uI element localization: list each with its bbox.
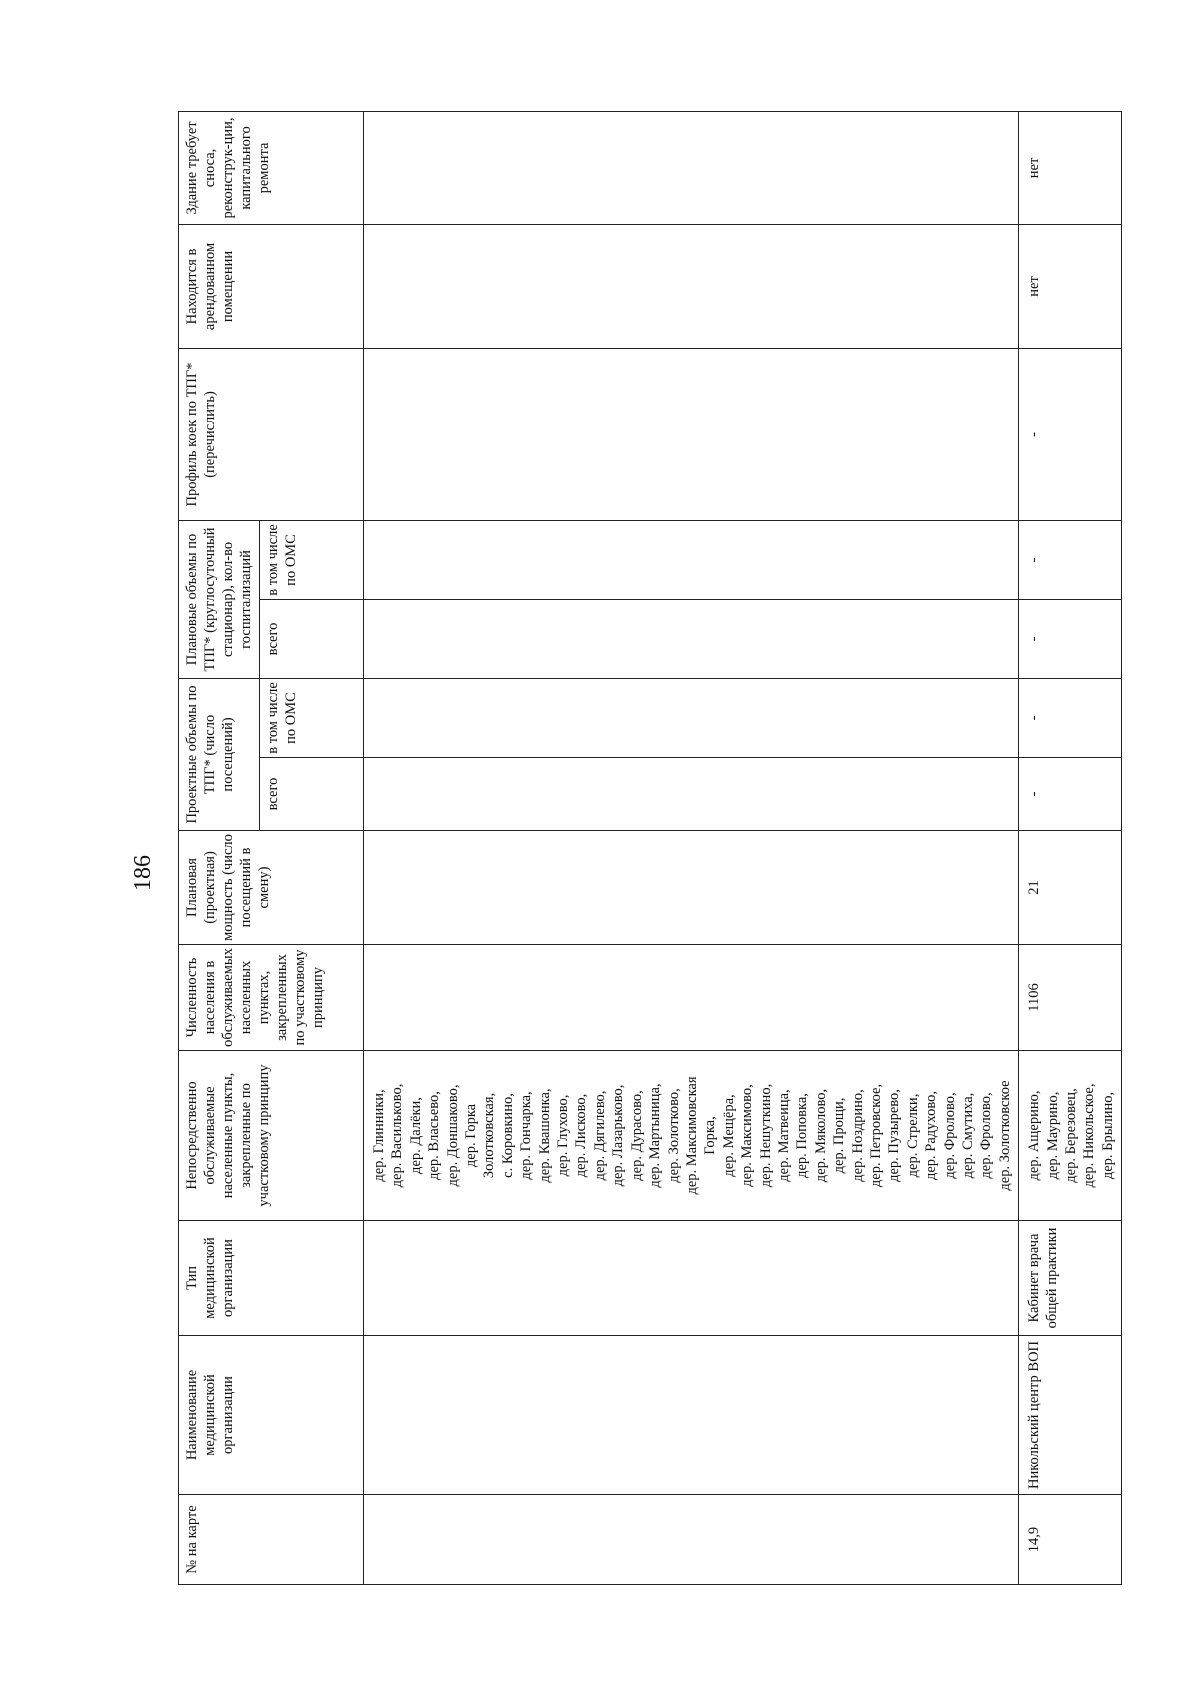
list-item: дер. Лазарьково,	[610, 1084, 627, 1187]
cell-proj-oms	[364, 678, 1019, 757]
list-item: дер. Ащерино,	[1026, 1090, 1043, 1181]
cell-org-name	[364, 1336, 1019, 1495]
page-number: 186	[130, 855, 156, 891]
list-item: дер. Брылино,	[1099, 1091, 1116, 1180]
list-item: дер. Поповка,	[794, 1093, 811, 1178]
cell-capacity: 21	[1019, 831, 1122, 945]
cell-proj-total: -	[1019, 758, 1122, 831]
list-item: дер. Никольское,	[1081, 1083, 1098, 1188]
header-planned-volumes: Плановые объемы по ТПГ* (круглосуточный стационар), кол-во госпитализаций	[179, 520, 260, 678]
list-item: дер. Мещёра,	[720, 1094, 737, 1177]
list-item: дер. Фролово,	[978, 1092, 995, 1179]
list-item: Золотковская,	[481, 1092, 498, 1179]
header-needs-repair: Здание требует сноса, реконструк-ции, капитального ремонта	[179, 111, 364, 224]
header-projected-volumes: Проектные объемы по ТПГ* (число посещений)	[179, 678, 260, 830]
list-item: дер. Ноздрино,	[849, 1089, 866, 1182]
cell-needs-repair	[364, 111, 1019, 224]
cell-localities	[364, 1051, 1019, 1221]
list-item: дер. Мартыница,	[647, 1083, 664, 1188]
cell-beds-profile: -	[1019, 348, 1122, 520]
header-proj-oms: в том числе по ОМС	[260, 678, 364, 757]
list-item: дер. Далёки,	[407, 1097, 424, 1174]
cell-map-no	[364, 1495, 1019, 1585]
cell-map-no: 14,9	[1019, 1495, 1122, 1585]
list-item: дер. Васильково,	[389, 1083, 406, 1188]
table-row	[1019, 111, 1122, 1584]
list-item: дер. Нешуткино,	[757, 1083, 774, 1188]
cell-capacity	[364, 831, 1019, 945]
list-item: дер. Радухово,	[923, 1091, 940, 1181]
header-population: Численность населения в обслуживаемых населенных пунктах, закрепленных по участковому принципу	[179, 945, 364, 1051]
list-item: дер. Квашонка,	[536, 1088, 553, 1183]
list-item: дер. Березовец,	[1063, 1088, 1080, 1183]
list-item: дер. Лисково,	[573, 1093, 590, 1178]
header-served-localities: Непосредственно обслуживаемые населенные пункты, закрепленные по участковому принципу	[179, 1051, 364, 1221]
cell-org-type	[364, 1221, 1019, 1336]
header-map-no: № на карте	[179, 1495, 364, 1585]
cell-org-type: Кабинет врача общей практики	[1019, 1221, 1122, 1336]
cell-population	[364, 945, 1019, 1051]
header-capacity: Плановая (проектная) мощность (число посещений в смену)	[179, 831, 364, 945]
list-item: дер. Дурасово,	[628, 1090, 645, 1181]
list-item: дер. Маурино,	[1044, 1091, 1061, 1180]
list-item: дер. Глухово,	[555, 1094, 572, 1177]
header-proj-total: всего	[260, 758, 364, 831]
cell-population: 1106	[1019, 945, 1122, 1051]
list-item: дер. Петровское,	[867, 1083, 884, 1188]
cell-localities	[1019, 1051, 1122, 1221]
list-item: Горка,	[702, 1116, 719, 1155]
list-item: дер. Горка	[463, 1103, 480, 1168]
cell-plan-oms	[364, 520, 1019, 599]
table-container	[178, 112, 1114, 1585]
list-item: дер. Максимовская	[683, 1076, 700, 1195]
cell-rented	[364, 224, 1019, 348]
header-beds-profile: Профиль коек по ТПГ* (перечислить)	[179, 348, 364, 520]
list-item: дер. Власьево,	[426, 1091, 443, 1180]
facilities-table	[178, 111, 1122, 1585]
rotated-table-frame	[178, 112, 1114, 1585]
cell-proj-oms: -	[1019, 678, 1122, 757]
header-plan-oms: в том числе по ОМС	[260, 520, 364, 599]
list-item: дер. Глинники,	[371, 1089, 387, 1182]
cell-plan-total	[364, 599, 1019, 678]
cell-needs-repair: нет	[1019, 111, 1122, 224]
list-item: дер. Дягилево,	[591, 1090, 608, 1181]
cell-plan-total: -	[1019, 599, 1122, 678]
cell-proj-total	[364, 758, 1019, 831]
list-item: дер. Золотковское	[996, 1080, 1013, 1191]
list-item: дер. Стрелки,	[904, 1093, 921, 1178]
header-rented: Находится в арендованном помещении	[179, 224, 364, 348]
header-org-type: Тип медицинской организации	[179, 1221, 364, 1336]
cell-plan-oms: -	[1019, 520, 1122, 599]
cell-beds-profile	[364, 348, 1019, 520]
table-row	[364, 111, 1019, 1584]
list-item: дер. Золотково,	[665, 1088, 682, 1183]
list-item: дер. Гончарка,	[518, 1091, 535, 1180]
cell-rented: нет	[1019, 224, 1122, 348]
cell-org-name: Никольский центр ВОП	[1019, 1336, 1122, 1495]
list-item: дер. Максимово,	[739, 1084, 756, 1187]
header-plan-total: всего	[260, 599, 364, 678]
list-item: дер. Пузырево,	[886, 1089, 903, 1182]
list-item: дер. Смутиха,	[960, 1092, 976, 1179]
list-item: дер. Мяколово,	[812, 1088, 829, 1183]
list-item: дер. Фролово,	[941, 1092, 958, 1179]
list-item: дер. Доншаково,	[444, 1084, 461, 1187]
list-item: с. Коровкино,	[499, 1093, 516, 1178]
header-org-name: Наименование медицинской организации	[179, 1336, 364, 1495]
list-item: дер. Прощи,	[831, 1097, 848, 1174]
list-item: дер. Матвеица,	[775, 1089, 792, 1182]
header-row-1	[179, 111, 260, 1584]
